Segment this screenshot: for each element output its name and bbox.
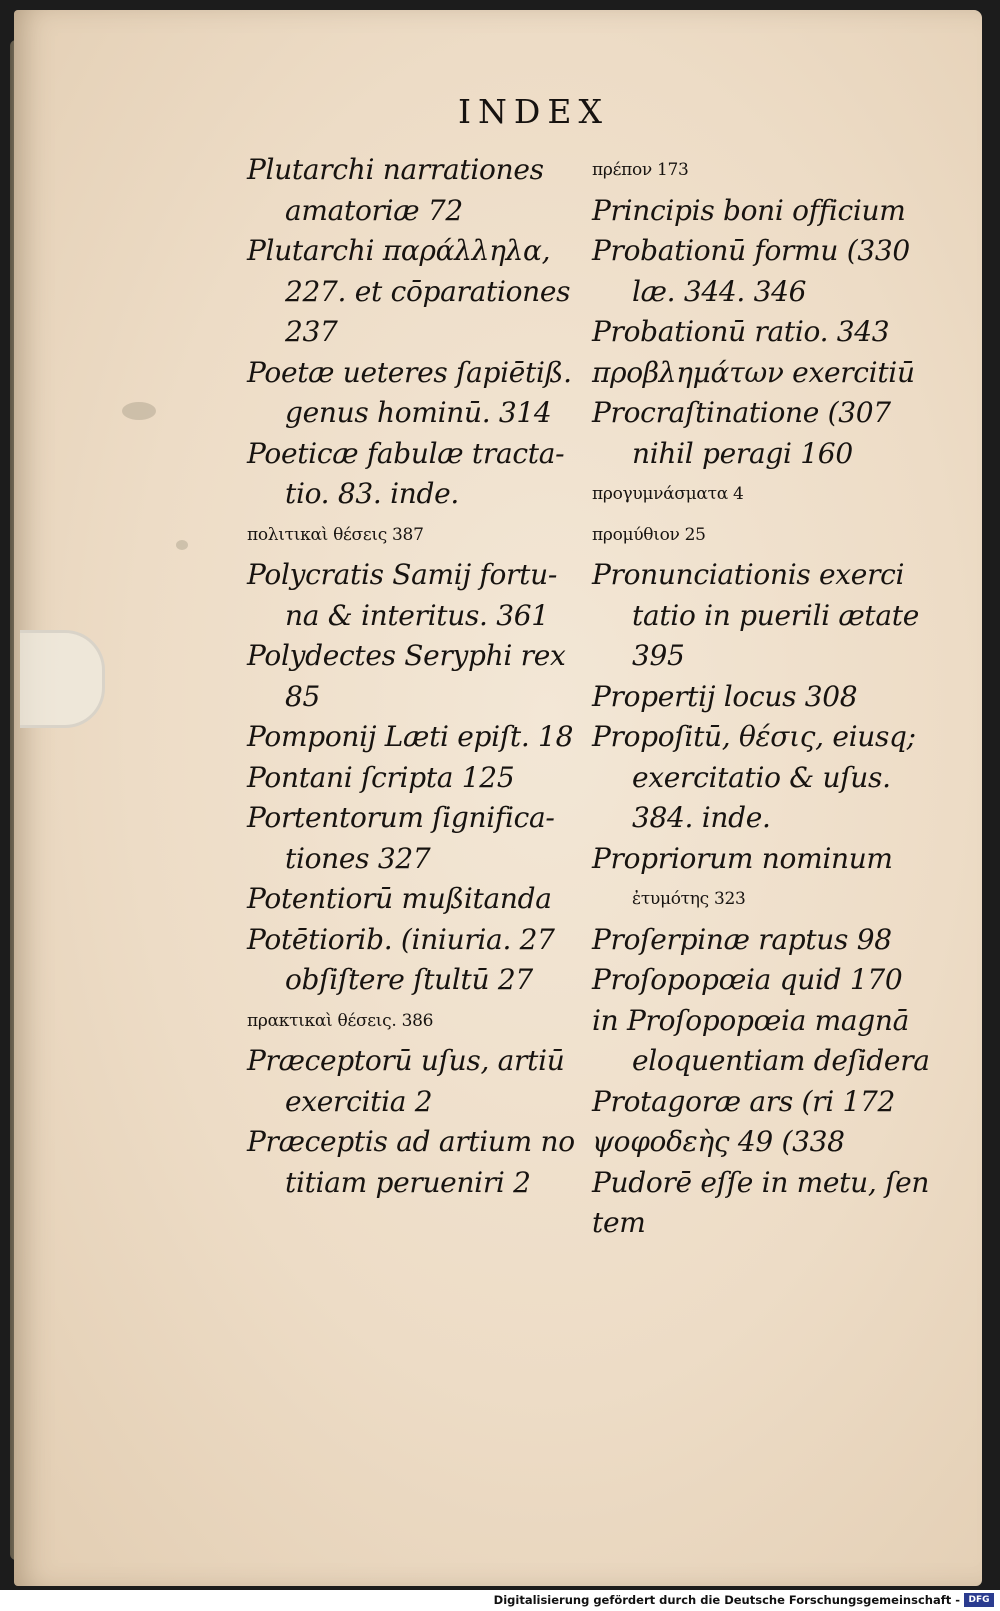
index-entry-line: 85 (285, 679, 321, 713)
index-entry-line: Pronunciationis exerci (592, 558, 905, 591)
index-entry-line: nihil peragi 160 (632, 436, 853, 470)
index-entry-line: exercitia 2 (285, 1084, 433, 1118)
index-entry-line: Probationū formu (330 (592, 234, 910, 267)
index-entry-line: Principis boni officium (592, 193, 906, 227)
index-entry-line: Præceptorū uſus, artiū (247, 1044, 565, 1077)
index-entry-line: Potētiorib. (iniuria. 27 (247, 922, 555, 956)
index-entry-line: genus hominū. 314 (285, 396, 552, 429)
index-entry-line: Poeticæ fabulæ tracta- (247, 436, 565, 470)
index-entry-line: 384. inde. (632, 801, 771, 834)
index-entry-line: πρακτικαὶ θέσεις. 386 (247, 1010, 434, 1031)
index-entry-line: προγυμνάσματα 4 (592, 484, 744, 504)
dfg-logo: DFG (964, 1593, 994, 1607)
index-entry-line: læ. 344. 346 (632, 274, 807, 308)
index-entry-line: tem (592, 1206, 646, 1239)
index-entry-line: na & interitus. 361 (285, 598, 549, 632)
index-entry-line: obſiſtere ſtultū 27 (285, 963, 533, 996)
index-entry-line: Proſerpinæ raptus 98 (592, 922, 892, 956)
paper-stain (122, 402, 156, 420)
index-entry-line: tio. 83. inde. (285, 477, 459, 510)
index-entry-line: exercitatio & uſus. (632, 760, 891, 794)
index-column-left (247, 150, 575, 1203)
index-entry-line: Pudorē eſſe in metu, ſen (592, 1165, 930, 1199)
digitization-credit: Digitalisierung gefördert durch die Deutsche Forschungsgemeinschaft - (493, 1593, 960, 1607)
index-entry-line: eloquentiam deſidera (632, 1044, 930, 1077)
index-entry-line: 237 (285, 315, 338, 348)
index-entry-line: in Proſopopœia magnā (592, 1003, 910, 1037)
index-entry-line: Pontani ſcripta 125 (247, 760, 515, 794)
footer-bar (0, 1590, 1000, 1611)
index-entry-line: πρέπον 173 (592, 160, 689, 180)
index-entry-line: Poetæ ueteres ſapiētiß. (247, 355, 572, 389)
index-entry-line: προβλημάτων exercitiū (592, 355, 915, 389)
index-entry-line: 227. et cōparationes (285, 274, 571, 308)
index-entry-line: πολιτικαὶ θέσεις 387 (247, 524, 424, 545)
index-entry-line: Pomponij Læti epiſt. 18 (247, 720, 574, 753)
index-entry-line: Procraſtinatione (307 (592, 396, 891, 429)
index-entry-line: ἐτυμότης 323 (632, 889, 746, 909)
index-entry-line: Præceptis ad artium no (247, 1125, 575, 1158)
index-entry-line: amatoriæ 72 (285, 193, 463, 227)
index-entry-line: ψοφοδεὴς 49 (338 (592, 1125, 845, 1158)
index-entry-line: tiones 327 (285, 841, 431, 875)
index-entry-line: Probationū ratio. 343 (592, 315, 890, 348)
index-entry-line: Potentiorū mußitanda (247, 882, 552, 915)
paper-stain (176, 540, 188, 550)
index-entry-line: 395 (632, 639, 685, 672)
index-entry-line: Propertij locus 308 (592, 679, 858, 713)
index-entry-line: Polycratis Samij fortu- (247, 558, 557, 591)
index-entry-line: titiam perueniri 2 (285, 1165, 531, 1199)
index-entry-line: προμύθιον 25 (592, 524, 706, 545)
index-entry-line: Polydectes Seryphi rex (247, 639, 566, 672)
index-entry-line: Proſopopœia quid 170 (592, 963, 903, 996)
index-entry-line: Portentorum ſignifica- (247, 801, 555, 834)
page-clip (20, 630, 105, 728)
index-entry-line: Protagoræ ars (ri 172 (592, 1084, 896, 1118)
index-entry-line: Plutarchi narrationes (247, 153, 544, 186)
index-entry-line: Plutarchi παράλληλα, (247, 234, 551, 267)
index-entry-line: Propriorum nominum (592, 841, 893, 875)
index-column-right (592, 150, 930, 1244)
index-entry-line: tatio in puerili ætate (632, 598, 919, 632)
page-header: INDEX (458, 92, 609, 131)
index-entry-line: Propoſitū, θέσις, eiusq; (592, 720, 916, 753)
